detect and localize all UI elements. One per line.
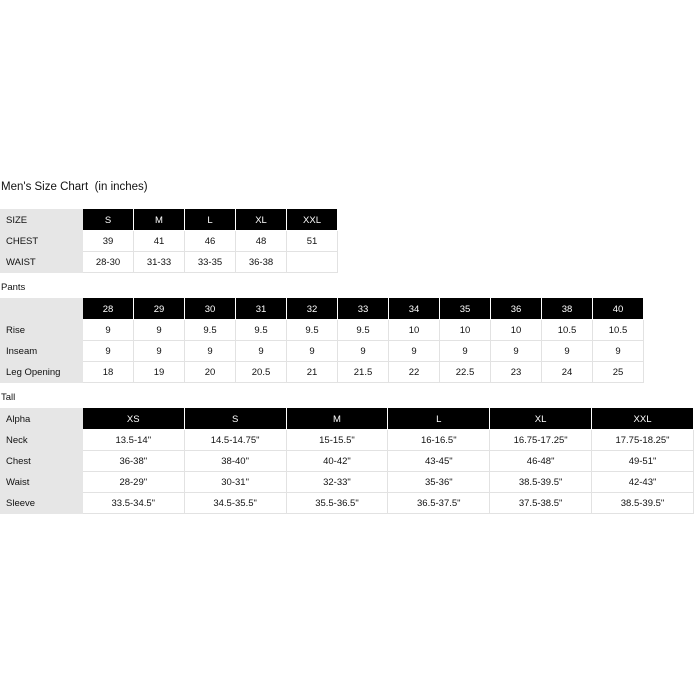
tall-cell: 49-51"	[592, 451, 694, 472]
size-cell: 31-33	[134, 252, 185, 273]
pants-cell: 10	[440, 320, 491, 341]
size-header-row	[1, 210, 338, 231]
pants-cell: 10.5	[542, 320, 593, 341]
tall-row-label: Waist	[1, 472, 83, 493]
tall-cell: 28-29"	[82, 472, 184, 493]
tall-cell: 13.5-14"	[82, 430, 184, 451]
pants-cell: 9	[134, 341, 185, 362]
pants-cell: 9.5	[287, 320, 338, 341]
tall-header-row	[1, 409, 694, 430]
tall-cell: 40-42"	[286, 451, 388, 472]
tall-cell: 38-40"	[184, 451, 286, 472]
pants-cell: 10	[389, 320, 440, 341]
tall-column-header: XXL	[592, 409, 694, 430]
tall-cell: 37.5-38.5"	[490, 493, 592, 514]
pants-cell: 10	[491, 320, 542, 341]
tall-column-header: XL	[490, 409, 592, 430]
tall-cell: 34.5-35.5"	[184, 493, 286, 514]
tall-row	[1, 430, 694, 451]
tall-section-label: Tall	[1, 392, 16, 403]
size-cell: 46	[185, 231, 236, 252]
tall-row-label: Sleeve	[1, 493, 83, 514]
pants-cell: 9	[83, 320, 134, 341]
size-corner-header: SIZE	[1, 210, 83, 231]
tall-row	[1, 451, 694, 472]
size-row-label: CHEST	[1, 231, 83, 252]
page-title: Men's Size Chart (in inches)	[1, 181, 148, 193]
size-column-header: XXL	[287, 210, 338, 231]
pants-cell: 9	[491, 341, 542, 362]
pants-cell: 20.5	[236, 362, 287, 383]
pants-cell: 9.5	[236, 320, 287, 341]
pants-row	[1, 320, 644, 341]
pants-cell: 20	[185, 362, 236, 383]
pants-column-header: 31	[236, 299, 287, 320]
tall-cell: 14.5-14.75"	[184, 430, 286, 451]
tall-cell: 46-48"	[490, 451, 592, 472]
pants-cell: 9	[338, 341, 389, 362]
pants-cell: 9	[593, 341, 644, 362]
pants-cell: 9	[389, 341, 440, 362]
tall-cell: 16-16.5"	[388, 430, 490, 451]
pants-row	[1, 362, 644, 383]
tall-row-label: Chest	[1, 451, 83, 472]
pants-cell: 9	[185, 341, 236, 362]
pants-column-header: 30	[185, 299, 236, 320]
size-column-header: L	[185, 210, 236, 231]
tall-cell: 30-31"	[184, 472, 286, 493]
pants-cell: 22	[389, 362, 440, 383]
size-cell	[287, 252, 338, 273]
pants-cell: 9	[287, 341, 338, 362]
pants-column-header: 38	[542, 299, 593, 320]
size-cell: 41	[134, 231, 185, 252]
size-row	[1, 252, 338, 273]
tall-row-label: Neck	[1, 430, 83, 451]
pants-row-label: Leg Opening	[1, 362, 83, 383]
tall-row	[1, 493, 694, 514]
tall-cell: 35.5-36.5"	[286, 493, 388, 514]
tall-cell: 36-38"	[82, 451, 184, 472]
size-column-header: XL	[236, 210, 287, 231]
pants-row-label: Inseam	[1, 341, 83, 362]
pants-cell: 18	[83, 362, 134, 383]
pants-column-header: 34	[389, 299, 440, 320]
pants-column-header: 28	[83, 299, 134, 320]
tall-cell: 35-36"	[388, 472, 490, 493]
pants-row-label: Rise	[1, 320, 83, 341]
size-column-header: S	[83, 210, 134, 231]
pants-column-header: 29	[134, 299, 185, 320]
pants-cell: 10.5	[593, 320, 644, 341]
pants-table	[0, 298, 644, 383]
tall-cell: 38.5-39.5"	[592, 493, 694, 514]
pants-row	[1, 341, 644, 362]
size-table	[0, 209, 338, 273]
size-row	[1, 231, 338, 252]
pants-cell: 24	[542, 362, 593, 383]
pants-column-header: 32	[287, 299, 338, 320]
size-column-header: M	[134, 210, 185, 231]
size-row-label: WAIST	[1, 252, 83, 273]
pants-cell: 9	[542, 341, 593, 362]
size-cell: 39	[83, 231, 134, 252]
pants-cell: 25	[593, 362, 644, 383]
tall-cell: 36.5-37.5"	[388, 493, 490, 514]
tall-cell: 43-45"	[388, 451, 490, 472]
tall-cell: 42-43"	[592, 472, 694, 493]
tall-column-header: XS	[82, 409, 184, 430]
tall-column-header: S	[184, 409, 286, 430]
size-cell: 48	[236, 231, 287, 252]
size-cell: 51	[287, 231, 338, 252]
pants-column-header: 33	[338, 299, 389, 320]
pants-cell: 9	[236, 341, 287, 362]
pants-header-row	[1, 299, 644, 320]
pants-column-header: 36	[491, 299, 542, 320]
pants-cell: 9	[134, 320, 185, 341]
pants-cell: 23	[491, 362, 542, 383]
size-cell: 28-30	[83, 252, 134, 273]
pants-cell: 19	[134, 362, 185, 383]
pants-cell: 22.5	[440, 362, 491, 383]
pants-cell: 9.5	[338, 320, 389, 341]
pants-cell: 9.5	[185, 320, 236, 341]
pants-column-header: 35	[440, 299, 491, 320]
tall-table	[0, 408, 694, 514]
pants-cell: 21	[287, 362, 338, 383]
pants-corner-header	[1, 299, 83, 320]
tall-row	[1, 472, 694, 493]
tall-cell: 15-15.5"	[286, 430, 388, 451]
tall-column-header: L	[388, 409, 490, 430]
tall-cell: 33.5-34.5"	[82, 493, 184, 514]
tall-corner-header: Alpha	[1, 409, 83, 430]
size-cell: 33-35	[185, 252, 236, 273]
tall-column-header: M	[286, 409, 388, 430]
size-cell: 36-38	[236, 252, 287, 273]
tall-cell: 32-33"	[286, 472, 388, 493]
tall-cell: 16.75-17.25"	[490, 430, 592, 451]
pants-cell: 9	[440, 341, 491, 362]
pants-column-header: 40	[593, 299, 644, 320]
pants-cell: 9	[83, 341, 134, 362]
pants-section-label: Pants	[1, 282, 26, 293]
pants-cell: 21.5	[338, 362, 389, 383]
tall-cell: 38.5-39.5"	[490, 472, 592, 493]
tall-cell: 17.75-18.25"	[592, 430, 694, 451]
